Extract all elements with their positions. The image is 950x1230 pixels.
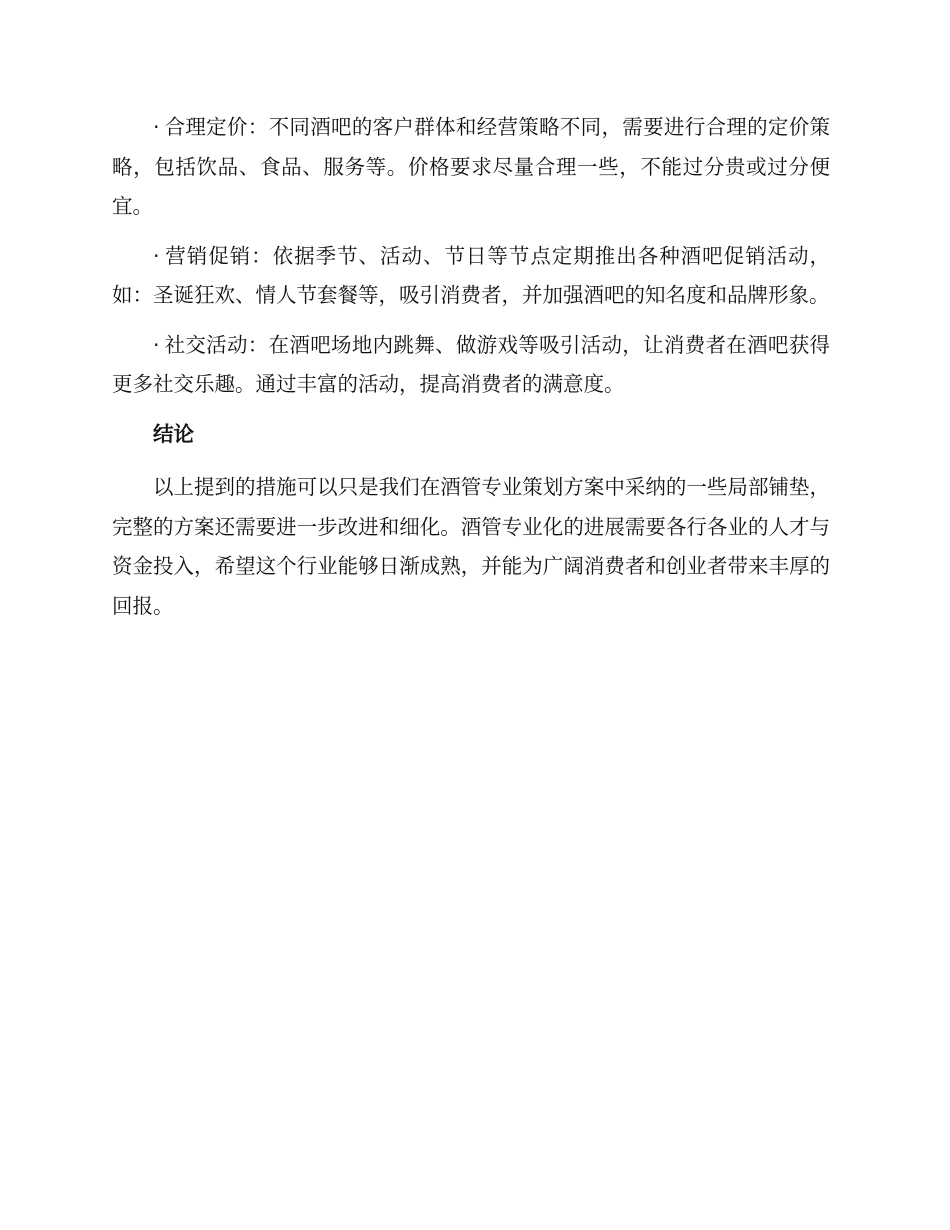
conclusion-heading: 结论 bbox=[153, 421, 194, 446]
bullet-separator: ： bbox=[251, 243, 273, 268]
bullet-marker: · bbox=[153, 332, 160, 357]
bullet-paragraph-pricing bbox=[112, 108, 830, 227]
bullet-title: 社交活动 bbox=[164, 332, 248, 357]
bullet-separator: ： bbox=[247, 332, 269, 357]
document-page bbox=[112, 108, 830, 636]
bullet-title: 营销促销 bbox=[164, 243, 252, 268]
conclusion-paragraph: 以上提到的措施可以只是我们在酒管专业策划方案中采纳的一些局部铺垫，完整的方案还需要进一步改进和细化。酒管专业化的进展需要各行各业的人才与资金投入，希望这个行业能够日渐成熟，并能为广阔消费者和创业者带来丰厚的回报。 bbox=[112, 475, 830, 618]
bullet-paragraph-promotion bbox=[112, 237, 830, 316]
bullet-title: 合理定价 bbox=[164, 115, 248, 139]
bullet-text: 依据季节、活动、节日等节点定期推出各种酒吧促销活动，如：圣诞狂欢、情人节套餐等，吸引消费者，并加强酒吧的知名度和品牌形象。 bbox=[112, 243, 831, 307]
bullet-text: 在酒吧场地内跳舞、做游戏等吸引活动，让消费者在酒吧获得更多社交乐趣。通过丰富的活动，提高消费者的满意度。 bbox=[112, 332, 831, 396]
bullet-text: 不同酒吧的客户群体和经营策略不同，需要进行合理的定价策略，包括饮品、食品、服务等。价格要求尽量合理一些，不能过分贵或过分便宜。 bbox=[112, 115, 831, 218]
bullet-paragraph-social bbox=[112, 326, 830, 405]
bullet-marker: · bbox=[153, 243, 160, 268]
bullet-separator: ： bbox=[247, 115, 269, 139]
bullet-marker: · bbox=[153, 115, 160, 139]
